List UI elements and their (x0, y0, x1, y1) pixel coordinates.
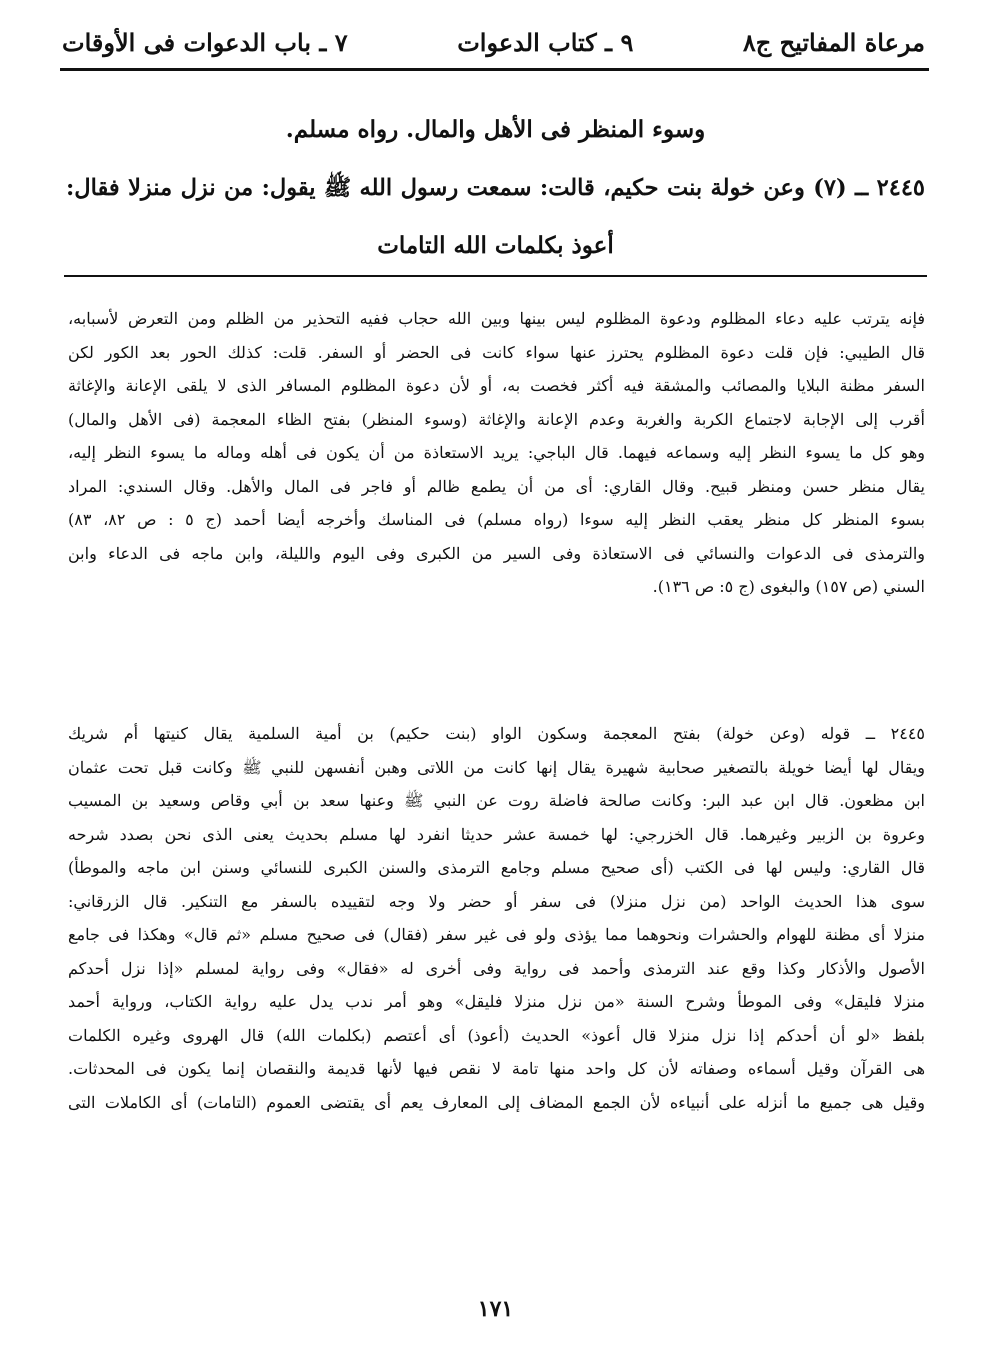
commentary-block-2 (68, 717, 925, 1119)
running-header (62, 22, 925, 62)
commentary-line: وعروة بن الزبير وغيرهما. قال الخزرجي: لها خمسة عشر حديثا انفرد لها مسلم بحديث يعنى الذى نحن بصدد شرحه (68, 824, 925, 844)
commentary-line: منزلا فليقل» وفى الموطأ وشرح السنة «من نزل منزلا فليقل» وهو أمر ندب يدل عليه رواية الكتاب، ورواية أحمد (68, 992, 925, 1011)
commentary-line: قال الطيبي: فإن قلت دعوة المظلوم يحترز عنها سواء كانت فى الحضر أو السفر. قلت: كذلك الحور بعد الكور لكن (68, 342, 925, 362)
hadith-line: أعوذ بكلمات الله التامات (377, 232, 614, 259)
commentary-line: قال القاري: وليس لها فى الكتب (أى صحيح مسلم وجامع الترمذى والسنن الكبرى للنسائي وسنن ابن ماجه والموطأ) (68, 858, 925, 877)
commentary-line: منزلا أى مظنة للهوام والحشرات ونحوهما مما يؤذى ولو فى غير سفر (فقال) فى صحيح مسلم «ثم قال» وهكذا فى جامع (68, 925, 925, 944)
hadith-line: وسوء المنظر فى الأهل والمال. رواه مسلم. (285, 116, 706, 143)
commentary-line: وقيل هى جميع ما أنزله على أنبياءه لأن الجمع المضاف إلى المعارف يعم أى يقتضى العموم (التامات) أى الكاملات التى (68, 1092, 925, 1112)
commentary-line: يقال منظر حسن ومنظر قبيح. وقال القاري: أى من أن يطمع ظالم أو فاجر فى المال والأهل. وقال السندي: المراد (68, 476, 925, 496)
commentary-line: أقرب إلى الإجابة لاجتماع الكربة والغربة وعدم الإعانة والإغاثة (وسوء المنظر) بفتح الظاء المعجمة (فى الأهل والمال) (68, 409, 925, 429)
commentary-line: السني (ص ١٥٧) والبغوى (ج ٥: ص ١٣٦). (652, 577, 925, 596)
hadith-text (66, 108, 925, 282)
page-number: ١٧١ (477, 1296, 514, 1322)
header-book-title: مرعاة المفاتيح ج٨ (742, 27, 925, 57)
commentary-line: هى القرآن وقيل أسماءه وصفاته لأن كل واحد منها تامة لا نقص فيها لأنها قديمة والنقصان إنما يكون فى المحدثات. (68, 1059, 925, 1078)
commentary-line: وهو كل ما يسوء النظر إليه وسماعه فيهما. قال الباجي: يريد الاستعاذة من أن يكون فى أهله وماله ما يسوء النظر إليه، (68, 443, 925, 462)
commentary-line: السفر مظنة البلايا والمصائب والمشقة فيه أكثر فخصت به، أو لأن دعوة المظلوم المسافر الذى لا يلقى الإعانة والإغاثة (68, 376, 925, 395)
commentary-block-1 (68, 302, 925, 604)
commentary-line: سوى هذا الحديث الواحد (من نزل منزلا) فى سفر أو حضر ولا وجه لتقييده بالسفر مع التنكير. قال الزرقاني: (68, 891, 925, 911)
hadith-line: ٢٤٤٥ ــ (٧) وعن خولة بنت حكيم، قالت: سمعت رسول الله ﷺ يقول: من نزل منزلا فقال: (66, 175, 925, 201)
header-bab-title: ٧ ـ باب الدعوات فى الأوقات (62, 27, 348, 57)
header-rule (60, 68, 929, 71)
commentary-line: بلفظ «لو أن أحدكم إذا نزل منزلا قال أعوذ» الحديث (أعوذ) أى أعتصم (بكلمات الله) قال الهروى وغيره الكلمات (68, 1025, 925, 1045)
commentary-line: بسوء المنظر كل منظر يعقب النظر إليه سوءا (رواه مسلم) فى المناسك وأخرجه أيضا أحمد (ج ٥ : ص ٨٢، ٨٣) (68, 510, 925, 529)
commentary-line: فإنه يترتب عليه دعاء المظلوم ودعوة المظلوم ليس بينها وبين الله حجاب ففيه التحذير من الظلم ومن التعرض لأسبابه، (68, 309, 925, 328)
commentary-line: الأصول والأذكار وكذا وقع عند الترمذى وأحمد فى رواية وفى أخرى له «فقال» وفى رواية لمسلم «إذا نزل أحدكم (68, 958, 925, 978)
commentary-line: ابن مظعون. قال ابن عبد البر: وكانت صالحة فاضلة روت عن النبي ﷺ وعنها سعد بن أبي وقاص وسعيد بن المسيب (68, 791, 925, 810)
commentary-line: والترمذى فى الدعوات والنسائي فى الاستعاذة وفى السير من الكبرى وفى اليوم والليلة، وابن ماجه فى الدعاء وابن (68, 543, 925, 563)
commentary-line: ٢٤٤٥ ــ قوله (وعن خولة) بفتح المعجمة وسكون الواو (بنت حكيم) بن أمية السلمية يقال كنيتها أم شريك (68, 724, 925, 743)
section-divider (64, 275, 927, 277)
commentary-line: ويقال لها أيضا خويلة بالتصغير صحابية شهيرة يقال إنها كانت من اللاتى وهبن أنفسهن للنبي ﷺ وكانت قبل تحت عثمان (68, 757, 925, 777)
header-kitab-title: ٩ ـ كتاب الدعوات (457, 27, 634, 57)
